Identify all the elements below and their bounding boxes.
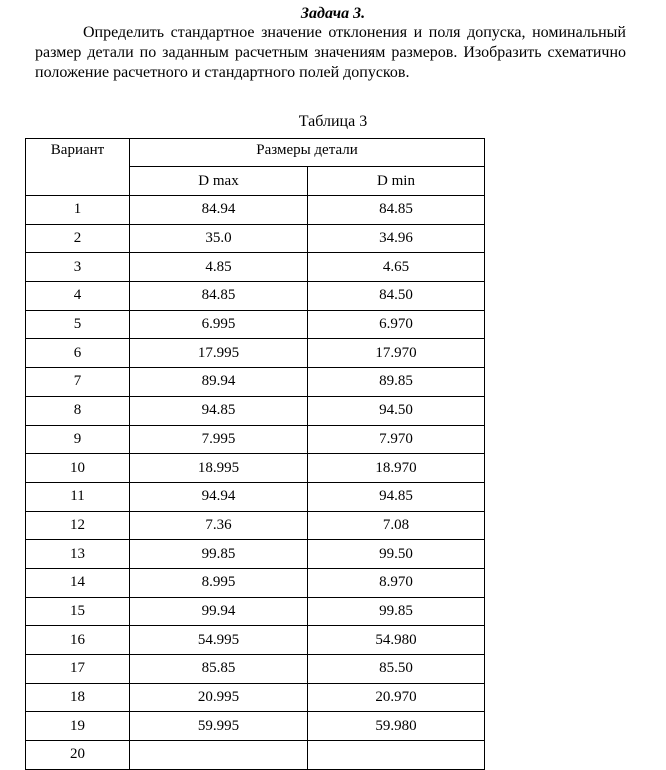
cell-dmax: 54.995 (130, 626, 308, 655)
cell-dmax: 8.995 (130, 568, 308, 597)
table-row (26, 683, 485, 712)
cell-dmax: 94.85 (130, 396, 308, 425)
cell-variant: 10 (26, 454, 130, 483)
cell-variant: 20 (26, 741, 130, 770)
table-row (26, 368, 485, 397)
cell-dmin: 84.85 (308, 196, 485, 225)
cell-dmin: 6.970 (308, 310, 485, 339)
cell-dmax: 17.995 (130, 339, 308, 368)
cell-dmin: 84.50 (308, 282, 485, 311)
table-row (26, 224, 485, 253)
cell-dmin: 7.970 (308, 425, 485, 454)
cell-dmin: 99.50 (308, 540, 485, 569)
cell-variant: 16 (26, 626, 130, 655)
table-row (26, 425, 485, 454)
cell-dmax: 84.85 (130, 282, 308, 311)
table-row (26, 482, 485, 511)
table-row (26, 540, 485, 569)
cell-variant: 9 (26, 425, 130, 454)
cell-variant: 3 (26, 253, 130, 282)
cell-dmin: 99.85 (308, 597, 485, 626)
cell-variant: 11 (26, 482, 130, 511)
cell-dmax: 85.85 (130, 655, 308, 684)
cell-variant: 7 (26, 368, 130, 397)
table-row (26, 339, 485, 368)
cell-variant: 8 (26, 396, 130, 425)
table-row (26, 196, 485, 225)
cell-variant: 18 (26, 683, 130, 712)
header-variant: Вариант (26, 139, 130, 196)
cell-variant: 17 (26, 655, 130, 684)
header-dmin: D min (308, 167, 485, 196)
cell-variant: 19 (26, 712, 130, 741)
dimensions-table (25, 138, 485, 770)
table-row (26, 597, 485, 626)
cell-dmax: 7.36 (130, 511, 308, 540)
cell-dmin: 59.980 (308, 712, 485, 741)
cell-dmin: 18.970 (308, 454, 485, 483)
cell-variant: 12 (26, 511, 130, 540)
table-row (26, 741, 485, 770)
table-row (26, 454, 485, 483)
task-title: Задача 3. (300, 5, 366, 22)
cell-variant: 6 (26, 339, 130, 368)
table-caption: Таблица 3 (298, 113, 368, 130)
table-row (26, 253, 485, 282)
cell-dmax: 4.85 (130, 253, 308, 282)
cell-dmin: 54.980 (308, 626, 485, 655)
task-description: Определить стандартное значение отклонения и поля допуска, номинальный размер детали по заданным расчетным значениям размеров. Изобразить схематично положение расчетного и стандартного полей допусков. (35, 24, 626, 81)
table-row (26, 310, 485, 339)
cell-dmin: 20.970 (308, 683, 485, 712)
cell-dmax: 35.0 (130, 224, 308, 253)
cell-dmin: 34.96 (308, 224, 485, 253)
cell-dmax (130, 741, 308, 770)
cell-dmin (308, 741, 485, 770)
cell-dmax: 59.995 (130, 712, 308, 741)
cell-dmin: 89.85 (308, 368, 485, 397)
cell-dmax: 99.85 (130, 540, 308, 569)
cell-dmax: 18.995 (130, 454, 308, 483)
cell-dmin: 94.85 (308, 482, 485, 511)
table-row (26, 282, 485, 311)
cell-dmax: 6.995 (130, 310, 308, 339)
table-row (26, 712, 485, 741)
cell-dmax: 89.94 (130, 368, 308, 397)
cell-variant: 14 (26, 568, 130, 597)
cell-dmax: 20.995 (130, 683, 308, 712)
table-row (26, 568, 485, 597)
cell-dmin: 94.50 (308, 396, 485, 425)
cell-dmax: 7.995 (130, 425, 308, 454)
cell-dmin: 85.50 (308, 655, 485, 684)
cell-variant: 15 (26, 597, 130, 626)
cell-variant: 5 (26, 310, 130, 339)
cell-variant: 4 (26, 282, 130, 311)
cell-dmax: 99.94 (130, 597, 308, 626)
header-part-dimensions: Размеры детали (130, 139, 485, 167)
cell-dmin: 7.08 (308, 511, 485, 540)
cell-variant: 1 (26, 196, 130, 225)
cell-variant: 13 (26, 540, 130, 569)
table-row (26, 626, 485, 655)
table-row (26, 655, 485, 684)
cell-dmin: 4.65 (308, 253, 485, 282)
cell-dmax: 84.94 (130, 196, 308, 225)
table-row (26, 511, 485, 540)
cell-variant: 2 (26, 224, 130, 253)
cell-dmax: 94.94 (130, 482, 308, 511)
cell-dmin: 17.970 (308, 339, 485, 368)
table-row (26, 396, 485, 425)
cell-dmin: 8.970 (308, 568, 485, 597)
header-dmax: D max (130, 167, 308, 196)
table-header-row (26, 139, 485, 167)
